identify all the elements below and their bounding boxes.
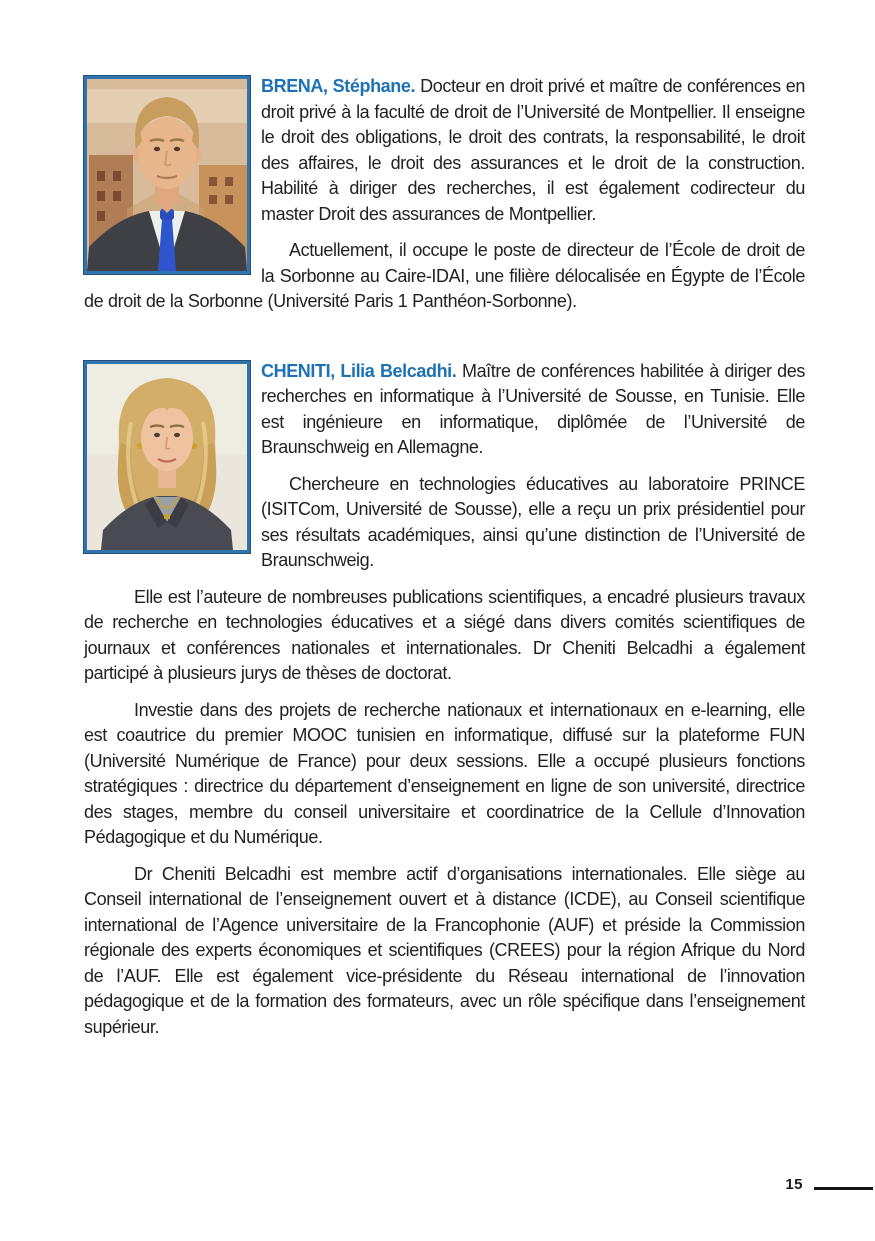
- portrait-photo-brena: [84, 76, 250, 274]
- bio-section-brena: [84, 74, 805, 315]
- portrait-photo-cheniti: [84, 361, 250, 553]
- page-content: [84, 74, 805, 1040]
- author-name: CHENITI, Lilia Belcadhi.: [261, 360, 457, 381]
- page-number: 15: [785, 1176, 803, 1193]
- footer-rule: [814, 1187, 873, 1190]
- bio-section-cheniti: [84, 359, 805, 1041]
- woman-portrait-illustration: [87, 364, 247, 550]
- man-portrait-illustration: [87, 79, 247, 271]
- bio-paragraph: Elle est l’auteure de nombreuses publications scientifiques, a encadré plusieurs travaux de recherche en technologies éducatives et a siégé dans divers comités scientifiques de journaux et conférences nationales et internationales. Dr Cheniti Belcadhi a également participé à plusieurs jurys de thèses de doctorat.: [84, 586, 805, 683]
- bio-paragraph: Chercheure en technologies éducatives au laboratoire PRINCE (ISITCom, Université de Sousse), elle a reçu un prix présidentiel pour ses résultats académiques, ainsi qu’une distinction de l’Université de Braunschweig.: [261, 473, 805, 570]
- bio-paragraph: Investie dans des projets de recherche nationaux et internationaux en e-learning, elle est coautrice du premier MOOC tunisien en informatique, diffusé sur la plateforme FUN (Université Numérique de France) pour deux sessions. Elle a occupé plusieurs fonctions stratégiques : directrice du département d’enseignement en ligne de son université, directrice des stages, membre du conseil universitaire et coordinatrice de la Cellule d’Innovation Pédagogique et du Numérique.: [84, 699, 805, 847]
- bio-text: Docteur en droit privé et maître de conférences en droit privé à la faculté de droit de l’Université de Montpellier. Il enseigne le droit des obligations, le droit des contrats, la responsabilité, le droit des affaires, le droit des assurances et le droit de la construction. Habilité à diriger des recherches, il est également codirecteur du master Droit des assurances de Montpellier.: [261, 76, 805, 224]
- bio-text: Maître de conférences habilitée à diriger des recherches en informatique à l’Université de Sousse, en Tunisie. Elle est ingénieure en informatique, diplômée de l’Université de Braunschweig en Allemagne.: [261, 360, 805, 457]
- author-name: BRENA, Stéphane.: [261, 76, 416, 96]
- bio-paragraph: Dr Cheniti Belcadhi est membre actif d’organisations internationales. Elle siège au Conseil international de l’enseignement ouvert et à distance (ICDE), au Conseil scientifique international de l’Agence universitaire de la Francophonie (AUF) et préside la Commission régionale des experts économiques et scientifiques (CREES) pour la région Afrique du Nord de l’AUF. Elle est également vice-présidente du Réseau international de l’innovation pédagogique et de la formation des formateurs, avec un rôle spécifique dans l’enseignement supérieur.: [84, 863, 805, 1037]
- bio-paragraph: Actuellement, il occupe le poste de directeur de l’École de droit de la Sorbonne au Caire-IDAI, une filière délocalisée en Égypte de l’École de droit de la Sorbonne (Université Paris 1 Panthéon-Sorbonne).: [84, 240, 805, 311]
